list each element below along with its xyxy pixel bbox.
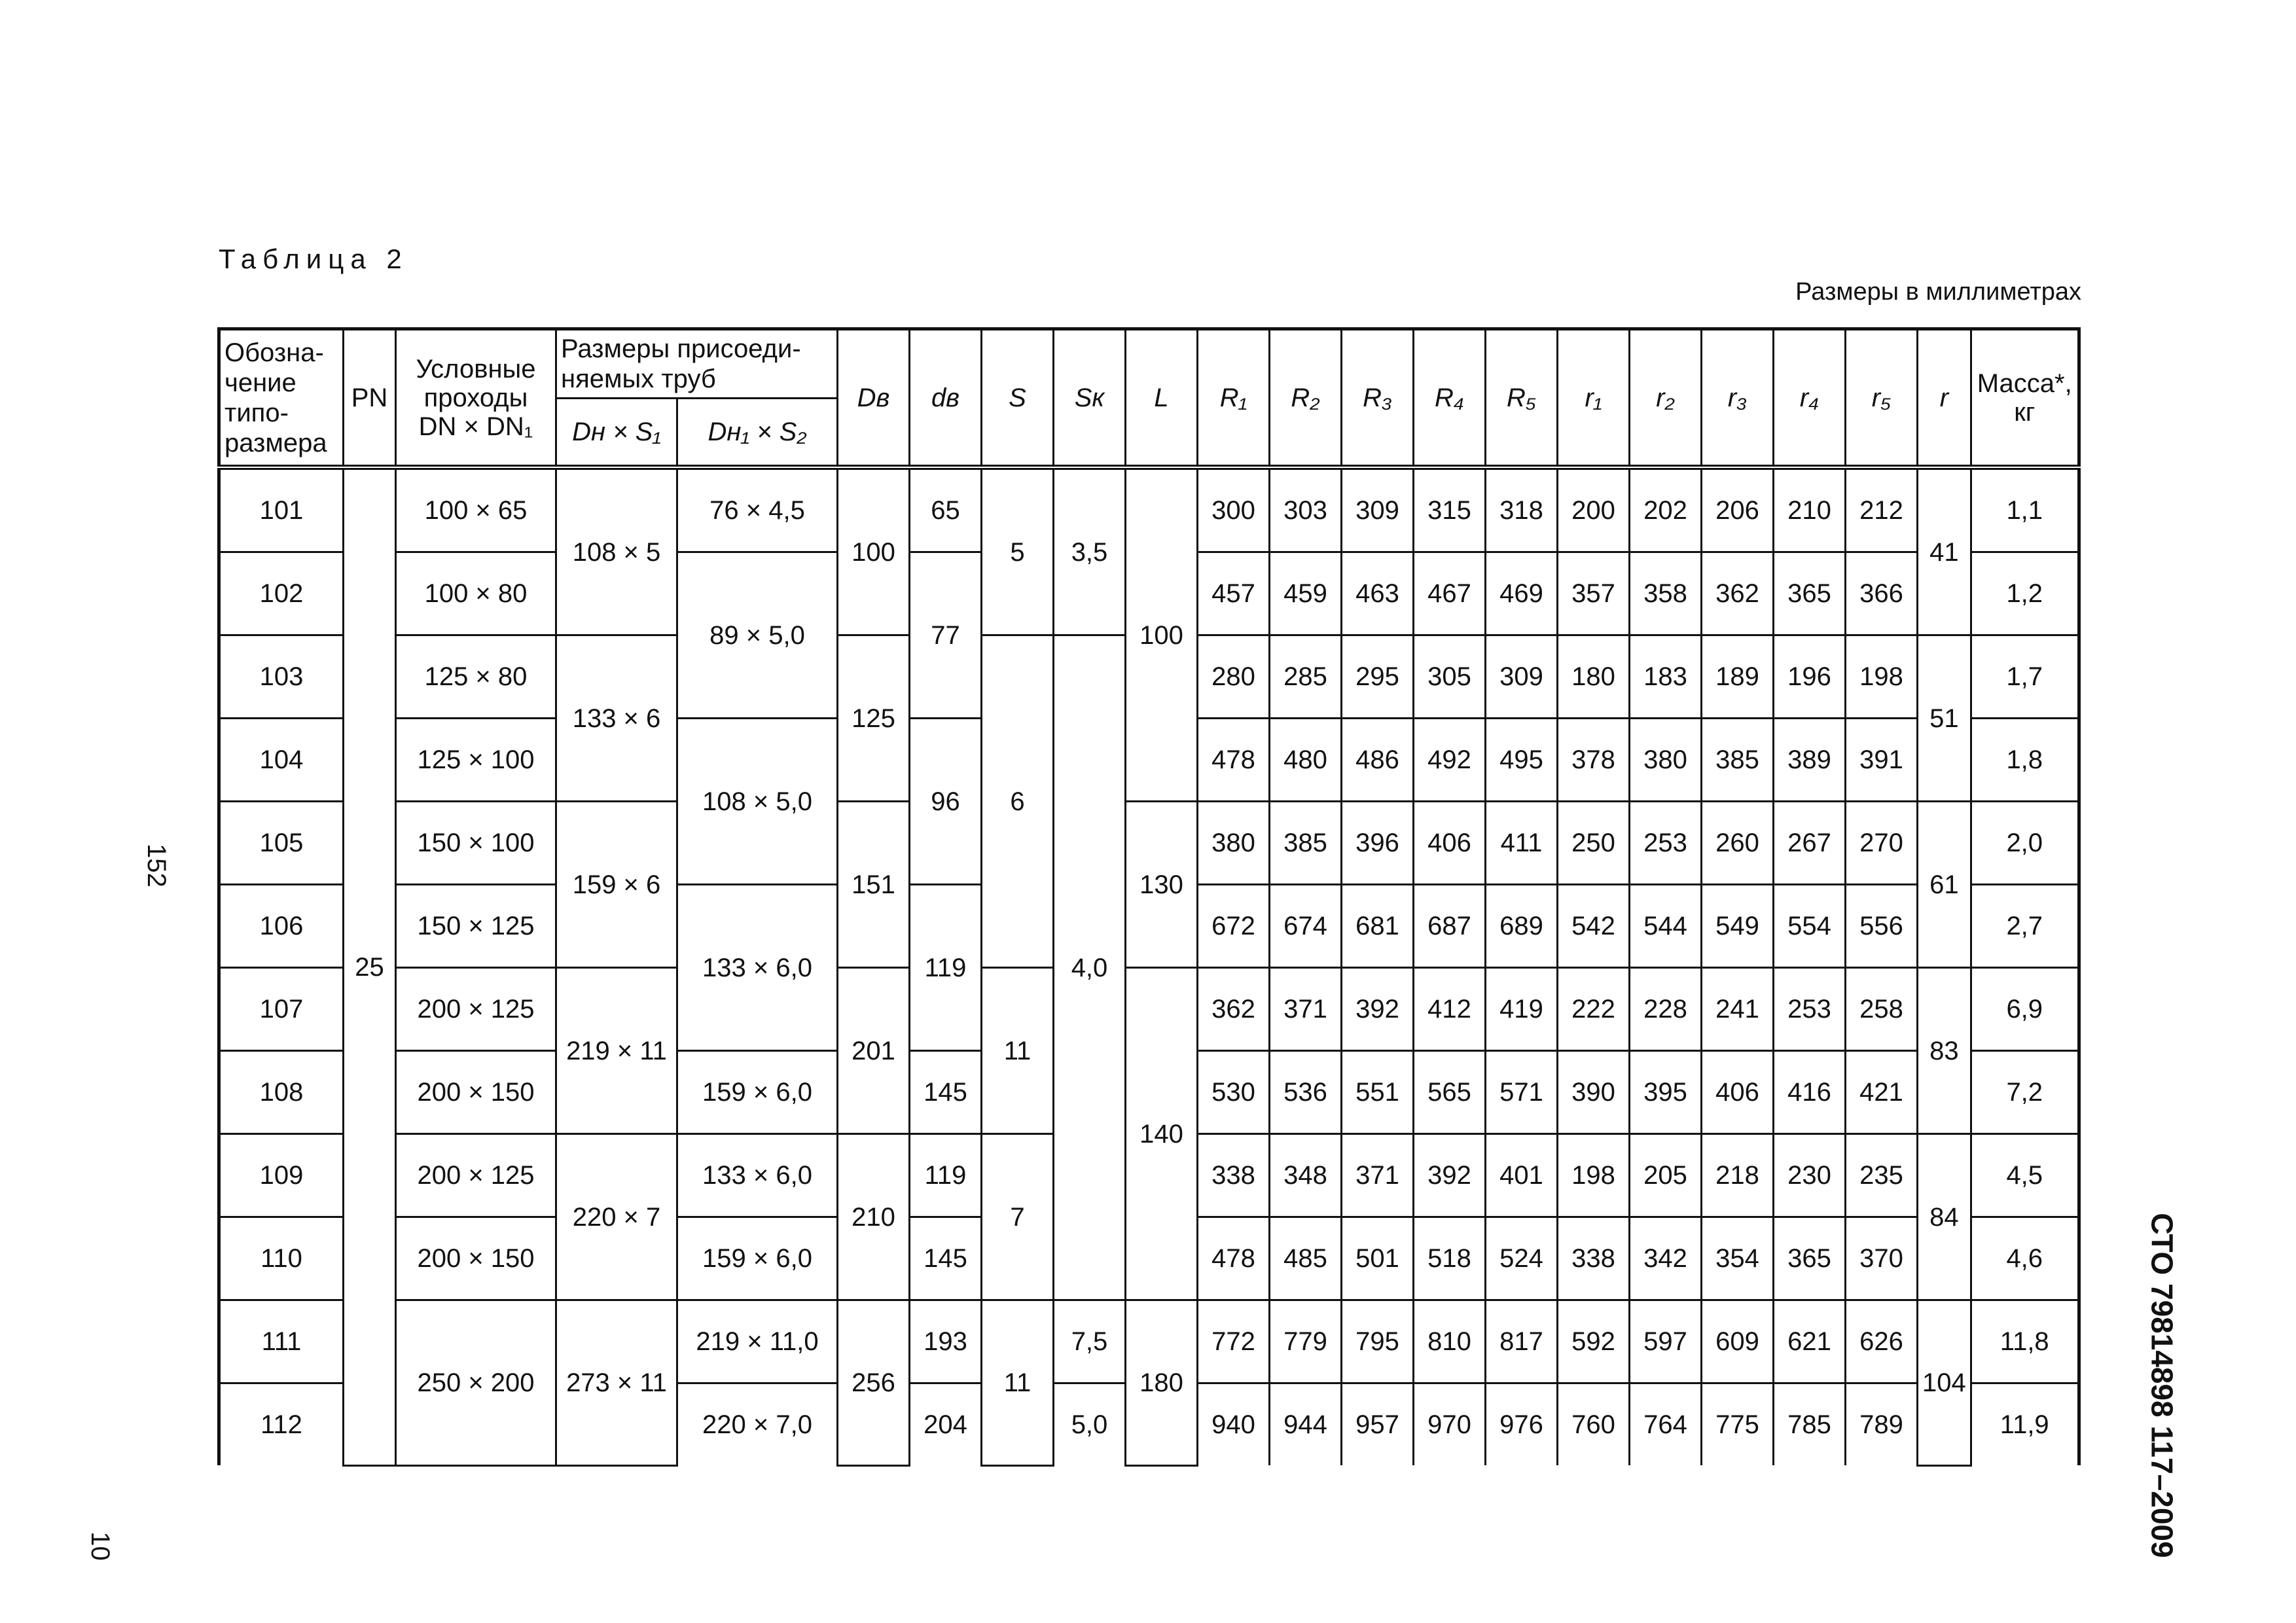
cell-L: 140 — [1126, 968, 1198, 1300]
header-r3 — [1702, 329, 1774, 468]
cell-R5: 318 — [1486, 467, 1558, 552]
cell-id: 109 — [219, 1134, 344, 1217]
cell-r4: 621 — [1774, 1300, 1846, 1383]
cell-S: 7 — [982, 1134, 1054, 1300]
cell-r3: 218 — [1702, 1134, 1774, 1217]
cell-R1: 300 — [1198, 467, 1270, 552]
cell-r2: 228 — [1630, 968, 1702, 1051]
header-mass-text: Масса*, кг — [1977, 368, 2072, 427]
cell-Sk: 4,0 — [1054, 635, 1126, 1300]
cell-R4: 687 — [1414, 885, 1486, 968]
cell-mass: 1,1 — [1971, 467, 2079, 552]
page-number-side: 152 — [141, 844, 171, 887]
cell-Dv: 100 — [838, 467, 910, 635]
cell-R4: 315 — [1414, 467, 1486, 552]
header-pipes-group-text: Размеры присоеди- няемых труб — [561, 334, 801, 393]
cell-Sk: 7,5 — [1054, 1300, 1126, 1383]
cell-r3: 406 — [1702, 1051, 1774, 1134]
cell-R1: 940 — [1198, 1383, 1270, 1466]
cell-r3: 354 — [1702, 1217, 1774, 1300]
header-r1 — [1558, 329, 1630, 468]
cell-R3: 396 — [1342, 802, 1414, 885]
cell-r1: 180 — [1558, 635, 1630, 719]
cell-r2: 395 — [1630, 1051, 1702, 1134]
table-row — [219, 467, 2079, 552]
cell-nominal: 200 × 150 — [396, 1217, 556, 1300]
cell-id: 105 — [219, 802, 344, 885]
cell-r3: 362 — [1702, 552, 1774, 635]
cell-r2: 544 — [1630, 885, 1702, 968]
header-r-text: r — [1939, 383, 1949, 412]
cell-S: 11 — [982, 1300, 1054, 1466]
cell-Dv: 125 — [838, 635, 910, 802]
header-R3 — [1342, 329, 1414, 468]
header-r2-text: r₂ — [1656, 383, 1675, 412]
cell-dv: 119 — [910, 1134, 982, 1217]
cell-dv: 96 — [910, 719, 982, 885]
cell-id: 102 — [219, 552, 344, 635]
cell-R2: 674 — [1270, 885, 1342, 968]
cell-S: 5 — [982, 467, 1054, 635]
cell-R2: 485 — [1270, 1217, 1342, 1300]
cell-dn-s1: 220 × 7 — [556, 1134, 677, 1300]
cell-R1: 380 — [1198, 802, 1270, 885]
cell-mass: 11,8 — [1971, 1300, 2079, 1383]
cell-R1: 362 — [1198, 968, 1270, 1051]
cell-r5: 370 — [1846, 1217, 1918, 1300]
cell-id: 106 — [219, 885, 344, 968]
cell-nominal: 200 × 150 — [396, 1051, 556, 1134]
header-R4-text: R₄ — [1435, 383, 1464, 412]
cell-R4: 305 — [1414, 635, 1486, 719]
cell-S: 11 — [982, 968, 1054, 1134]
cell-r2: 342 — [1630, 1217, 1702, 1300]
cell-R1: 672 — [1198, 885, 1270, 968]
cell-r5: 212 — [1846, 467, 1918, 552]
cell-R3: 501 — [1342, 1217, 1414, 1300]
cell-r1: 222 — [1558, 968, 1630, 1051]
cell-Dv: 210 — [838, 1134, 910, 1300]
header-pipes-group — [556, 329, 838, 399]
cell-r2: 358 — [1630, 552, 1702, 635]
cell-r1: 198 — [1558, 1134, 1630, 1217]
cell-R1: 280 — [1198, 635, 1270, 719]
cell-r2: 764 — [1630, 1383, 1702, 1466]
cell-nominal: 200 × 125 — [396, 1134, 556, 1217]
cell-r4: 267 — [1774, 802, 1846, 885]
header-R3-text: R₃ — [1363, 383, 1392, 412]
cell-r3: 206 — [1702, 467, 1774, 552]
cell-r: 83 — [1918, 968, 1971, 1134]
cell-r3: 241 — [1702, 968, 1774, 1051]
cell-R3: 371 — [1342, 1134, 1414, 1217]
cell-dv: 193 — [910, 1300, 982, 1383]
cell-r4: 416 — [1774, 1051, 1846, 1134]
cell-nominal: 250 × 200 — [396, 1300, 556, 1466]
cell-r4: 365 — [1774, 552, 1846, 635]
header-Dv-text: Dв — [857, 383, 890, 412]
cell-R1: 530 — [1198, 1051, 1270, 1134]
cell-r5: 366 — [1846, 552, 1918, 635]
header-r4 — [1774, 329, 1846, 468]
cell-R3: 681 — [1342, 885, 1414, 968]
header-R5-text: R₅ — [1507, 383, 1536, 412]
cell-id: 103 — [219, 635, 344, 719]
cell-r: 61 — [1918, 802, 1971, 968]
cell-id: 104 — [219, 719, 344, 802]
header-Dv — [838, 329, 910, 468]
cell-id: 112 — [219, 1383, 344, 1466]
cell-r3: 189 — [1702, 635, 1774, 719]
cell-r3: 775 — [1702, 1383, 1774, 1466]
header-dv — [910, 329, 982, 468]
cell-R4: 392 — [1414, 1134, 1486, 1217]
header-r5-text: r₅ — [1871, 383, 1892, 412]
cell-pn: 25 — [344, 467, 396, 1465]
cell-R5: 976 — [1486, 1383, 1558, 1466]
cell-id: 110 — [219, 1217, 344, 1300]
cell-r4: 389 — [1774, 719, 1846, 802]
header-dv-text: dв — [931, 383, 960, 412]
cell-r1: 338 — [1558, 1217, 1630, 1300]
cell-R1: 457 — [1198, 552, 1270, 635]
cell-mass: 2,0 — [1971, 802, 2079, 885]
header-S — [982, 329, 1054, 468]
header-mass — [1971, 329, 2079, 468]
cell-R5: 524 — [1486, 1217, 1558, 1300]
cell-Dv: 201 — [838, 968, 910, 1134]
cell-r1: 378 — [1558, 719, 1630, 802]
table-row — [219, 802, 2079, 885]
header-nominal — [396, 329, 556, 468]
cell-dn1-s2: 133 × 6,0 — [677, 1134, 838, 1217]
cell-R1: 478 — [1198, 1217, 1270, 1300]
cell-R2: 303 — [1270, 467, 1342, 552]
cell-r5: 270 — [1846, 802, 1918, 885]
cell-r2: 253 — [1630, 802, 1702, 885]
cell-R4: 412 — [1414, 968, 1486, 1051]
cell-R5: 309 — [1486, 635, 1558, 719]
cell-r1: 250 — [1558, 802, 1630, 885]
cell-r2: 183 — [1630, 635, 1702, 719]
page-number-bottom: 10 — [85, 1531, 115, 1561]
cell-R2: 779 — [1270, 1300, 1342, 1383]
cell-mass: 4,6 — [1971, 1217, 2079, 1300]
cell-r1: 390 — [1558, 1051, 1630, 1134]
cell-nominal: 150 × 125 — [396, 885, 556, 968]
cell-R5: 401 — [1486, 1134, 1558, 1217]
cell-r1: 200 — [1558, 467, 1630, 552]
cell-R4: 810 — [1414, 1300, 1486, 1383]
cell-R5: 469 — [1486, 552, 1558, 635]
header-r5 — [1846, 329, 1918, 468]
cell-R3: 392 — [1342, 968, 1414, 1051]
cell-Sk: 5,0 — [1054, 1383, 1126, 1466]
cell-nominal: 200 × 125 — [396, 968, 556, 1051]
cell-mass: 4,5 — [1971, 1134, 2079, 1217]
cell-R4: 467 — [1414, 552, 1486, 635]
cell-r3: 385 — [1702, 719, 1774, 802]
cell-R2: 371 — [1270, 968, 1342, 1051]
cell-R2: 459 — [1270, 552, 1342, 635]
cell-R1: 478 — [1198, 719, 1270, 802]
header-dn1-s2-text: Dн₁ × S₂ — [708, 418, 807, 446]
header-r — [1918, 329, 1971, 468]
cell-L: 180 — [1126, 1300, 1198, 1466]
cell-R5: 817 — [1486, 1300, 1558, 1383]
header-pn — [344, 329, 396, 468]
cell-dn-s1: 159 × 6 — [556, 802, 677, 968]
cell-dn1-s2: 108 × 5,0 — [677, 719, 838, 885]
cell-nominal: 125 × 80 — [396, 635, 556, 719]
header-dn-s1-text: Dн × S₁ — [572, 418, 661, 446]
cell-dn-s1: 219 × 11 — [556, 968, 677, 1134]
cell-R5: 411 — [1486, 802, 1558, 885]
cell-r: 41 — [1918, 467, 1971, 635]
cell-nominal: 100 × 65 — [396, 467, 556, 552]
cell-r4: 210 — [1774, 467, 1846, 552]
cell-R5: 495 — [1486, 719, 1558, 802]
cell-r5: 258 — [1846, 968, 1918, 1051]
cell-R3: 795 — [1342, 1300, 1414, 1383]
cell-r: 84 — [1918, 1134, 1971, 1300]
cell-dv: 65 — [910, 467, 982, 552]
header-R1 — [1198, 329, 1270, 468]
cell-dn1-s2: 76 × 4,5 — [677, 467, 838, 552]
cell-R2: 385 — [1270, 802, 1342, 885]
cell-mass: 7,2 — [1971, 1051, 2079, 1134]
cell-r5: 556 — [1846, 885, 1918, 968]
cell-R4: 406 — [1414, 802, 1486, 885]
header-L-text: L — [1154, 383, 1169, 412]
cell-R4: 492 — [1414, 719, 1486, 802]
cell-dv: 77 — [910, 552, 982, 719]
header-R1-text: R₁ — [1219, 383, 1247, 412]
cell-id: 111 — [219, 1300, 344, 1383]
header-nominal-text: Условные проходы DN × DN₁ — [416, 354, 536, 441]
cell-r1: 542 — [1558, 885, 1630, 968]
header-r2 — [1630, 329, 1702, 468]
table-row — [219, 1300, 2079, 1383]
cell-R3: 551 — [1342, 1051, 1414, 1134]
header-R2 — [1270, 329, 1342, 468]
cell-r2: 205 — [1630, 1134, 1702, 1217]
cell-mass: 6,9 — [1971, 968, 2079, 1051]
cell-R4: 565 — [1414, 1051, 1486, 1134]
header-Sk-text: Sк — [1074, 383, 1105, 412]
cell-r3: 549 — [1702, 885, 1774, 968]
header-dn1-s2 — [677, 399, 838, 468]
cell-r5: 198 — [1846, 635, 1918, 719]
cell-L: 130 — [1126, 802, 1198, 968]
cell-r3: 609 — [1702, 1300, 1774, 1383]
table-caption: Таблица 2 — [219, 243, 408, 274]
cell-R4: 518 — [1414, 1217, 1486, 1300]
cell-r2: 380 — [1630, 719, 1702, 802]
document-code: СТО 79814898 117–2009 — [2145, 1213, 2179, 1558]
cell-L: 100 — [1126, 467, 1198, 802]
cell-R3: 486 — [1342, 719, 1414, 802]
cell-id: 108 — [219, 1051, 344, 1134]
cell-r1: 357 — [1558, 552, 1630, 635]
header-R4 — [1414, 329, 1486, 468]
cell-dn-s1: 273 × 11 — [556, 1300, 677, 1466]
cell-mass: 11,9 — [1971, 1383, 2079, 1466]
cell-mass: 2,7 — [1971, 885, 2079, 968]
cell-dn1-s2: 159 × 6,0 — [677, 1051, 838, 1134]
cell-r: 104 — [1918, 1300, 1971, 1466]
cell-id: 107 — [219, 968, 344, 1051]
cell-dv: 145 — [910, 1051, 982, 1134]
cell-mass: 1,2 — [1971, 552, 2079, 635]
cell-dn1-s2: 133 × 6,0 — [677, 885, 838, 1051]
cell-mass: 1,8 — [1971, 719, 2079, 802]
cell-r4: 196 — [1774, 635, 1846, 719]
header-r3-text: r₃ — [1727, 383, 1748, 412]
header-S-text: S — [1009, 383, 1026, 412]
cell-id: 101 — [219, 467, 344, 552]
cell-r3: 260 — [1702, 802, 1774, 885]
cell-R4: 970 — [1414, 1383, 1486, 1466]
table-row — [219, 968, 2079, 1051]
header-designation — [219, 329, 344, 468]
cell-r5: 235 — [1846, 1134, 1918, 1217]
cell-R2: 536 — [1270, 1051, 1342, 1134]
header-R5 — [1486, 329, 1558, 468]
cell-dn1-s2: 159 × 6,0 — [677, 1217, 838, 1300]
cell-r5: 626 — [1846, 1300, 1918, 1383]
cell-mass: 1,7 — [1971, 635, 2079, 719]
cell-R3: 295 — [1342, 635, 1414, 719]
cell-R2: 480 — [1270, 719, 1342, 802]
cell-R5: 689 — [1486, 885, 1558, 968]
cell-r4: 365 — [1774, 1217, 1846, 1300]
header-dn-s1 — [556, 399, 677, 468]
cell-r2: 597 — [1630, 1300, 1702, 1383]
cell-dv: 204 — [910, 1383, 982, 1466]
cell-dn1-s2: 219 × 11,0 — [677, 1300, 838, 1383]
cell-nominal: 100 × 80 — [396, 552, 556, 635]
cell-nominal: 150 × 100 — [396, 802, 556, 885]
units-note: Размеры в миллиметрах — [1795, 278, 2081, 306]
cell-Dv: 151 — [838, 802, 910, 968]
cell-Sk: 3,5 — [1054, 467, 1126, 635]
header-Sk — [1054, 329, 1126, 468]
cell-dn-s1: 108 × 5 — [556, 467, 677, 635]
cell-R1: 772 — [1198, 1300, 1270, 1383]
cell-nominal: 125 × 100 — [396, 719, 556, 802]
header-pn-text: PN — [351, 383, 388, 412]
cell-Dv: 256 — [838, 1300, 910, 1466]
cell-r5: 421 — [1846, 1051, 1918, 1134]
cell-R3: 463 — [1342, 552, 1414, 635]
cell-r1: 592 — [1558, 1300, 1630, 1383]
cell-dn1-s2: 89 × 5,0 — [677, 552, 838, 719]
cell-r1: 760 — [1558, 1383, 1630, 1466]
header-R2-text: R₂ — [1291, 383, 1320, 412]
cell-r2: 202 — [1630, 467, 1702, 552]
cell-R5: 571 — [1486, 1051, 1558, 1134]
cell-r4: 785 — [1774, 1383, 1846, 1466]
cell-R5: 419 — [1486, 968, 1558, 1051]
header-r4-text: r₄ — [1799, 383, 1820, 412]
cell-dn1-s2: 220 × 7,0 — [677, 1383, 838, 1466]
cell-R1: 338 — [1198, 1134, 1270, 1217]
header-L — [1126, 329, 1198, 468]
cell-r: 51 — [1918, 635, 1971, 802]
cell-r5: 391 — [1846, 719, 1918, 802]
spec-table — [217, 327, 2081, 1467]
header-designation-text: Обозна- чение типо- размера — [224, 338, 327, 457]
cell-R2: 285 — [1270, 635, 1342, 719]
cell-dn-s1: 133 × 6 — [556, 635, 677, 802]
header-r1-text: r₁ — [1585, 383, 1602, 412]
cell-R3: 957 — [1342, 1383, 1414, 1466]
cell-r4: 253 — [1774, 968, 1846, 1051]
cell-r4: 230 — [1774, 1134, 1846, 1217]
cell-r4: 554 — [1774, 885, 1846, 968]
cell-R3: 309 — [1342, 467, 1414, 552]
cell-r5: 789 — [1846, 1383, 1918, 1466]
cell-dv: 145 — [910, 1217, 982, 1300]
cell-R2: 944 — [1270, 1383, 1342, 1466]
cell-S: 6 — [982, 635, 1054, 968]
cell-dv: 119 — [910, 885, 982, 1051]
cell-R2: 348 — [1270, 1134, 1342, 1217]
